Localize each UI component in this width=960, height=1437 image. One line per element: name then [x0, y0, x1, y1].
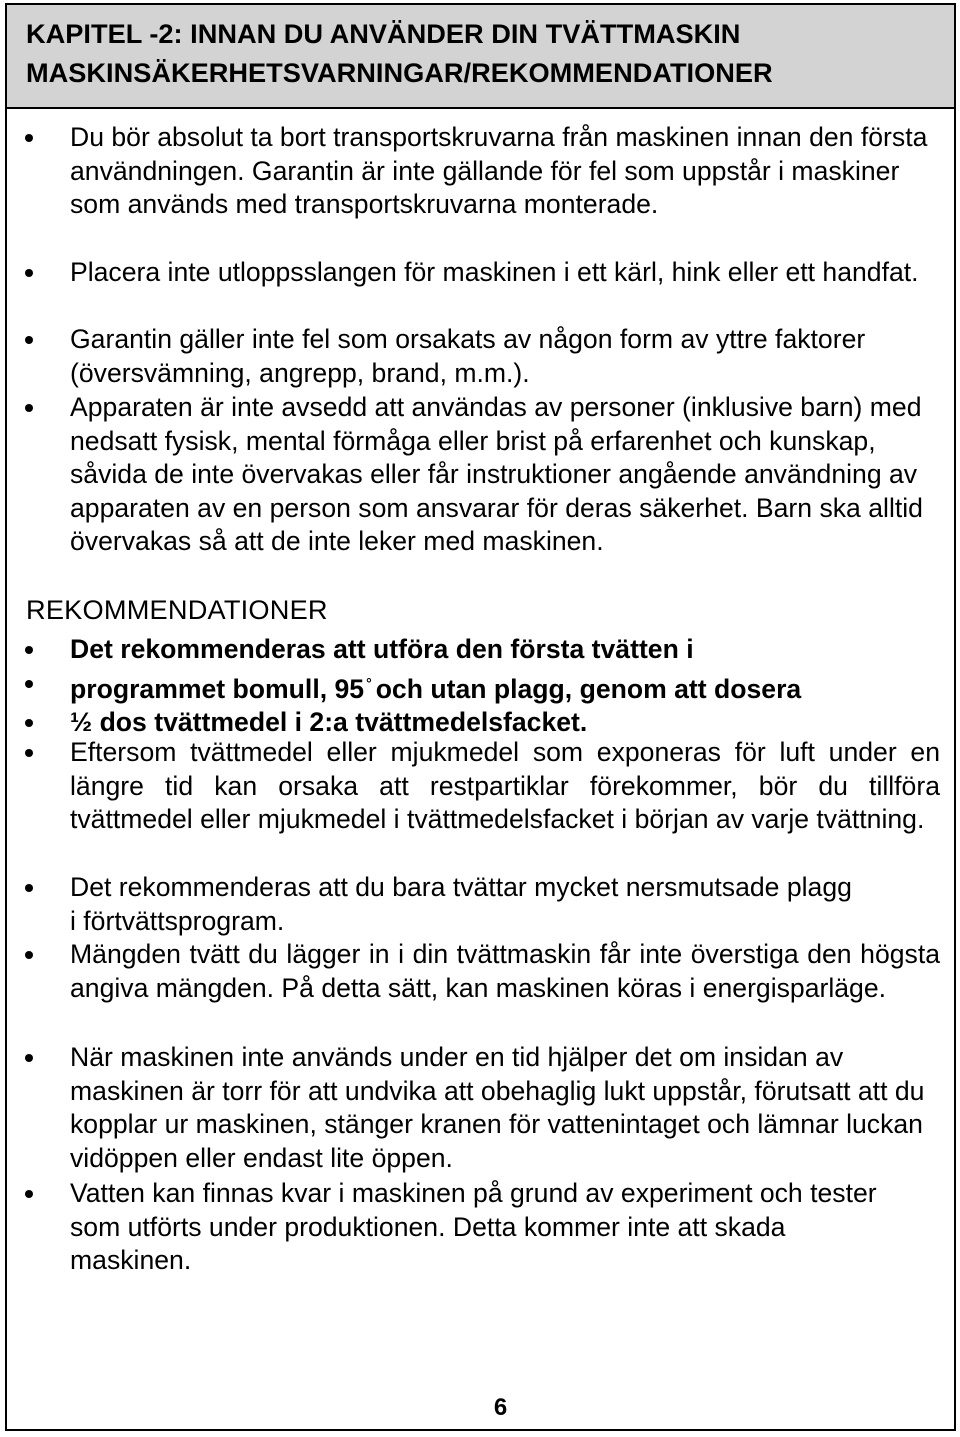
- recommendation-text: Mängden tvätt du lägger in i din tvättmaskin får inte överstiga den högsta angiva mängden. På detta sätt, kan maskinen köras i energisparläge.: [70, 939, 940, 1003]
- bold-text: programmet bomull, 95: [70, 673, 365, 704]
- list-item: [7, 871, 954, 938]
- list-item: [7, 667, 954, 707]
- recommendation-text: Eftersom tvättmedel eller mjukmedel som exponeras för luft under en längre tid kan orsaka att restpartiklar förekommer, bör du tillföra tvättmedel eller mjukmedel i tvättmedelsfacket i början av varje tvättning.: [70, 737, 940, 835]
- bold-text: Det rekommenderas att utföra den första tvätten i: [70, 634, 694, 664]
- list-item: [7, 1177, 954, 1278]
- bullet-icon: [25, 884, 33, 892]
- bullet-icon: [25, 646, 33, 654]
- list-item: [7, 121, 954, 256]
- bold-text: ½ dos tvättmedel i 2:a tvättmedelsfacket.: [70, 707, 588, 738]
- bullet-icon: [25, 719, 33, 727]
- list-item: [7, 323, 954, 391]
- bold-text: och utan plagg, genom att dosera: [375, 673, 802, 704]
- recommendation-text: När maskinen inte används under en tid hjälper det om insidan av maskinen är torr för att undvika att obehaglig lukt uppstår, förutsatt att du kopplar ur maskinen, stänger kranen för vattenintaget och lämnar luckan vidöppen eller endast lite öppen.: [70, 1042, 925, 1173]
- manual-page: [5, 3, 956, 1431]
- bullet-icon: [25, 134, 33, 142]
- recommendation-text: Det rekommenderas att du bara tvättar mycket nersmutsade plagg i förtvättsprogram.: [70, 872, 852, 936]
- list-item: [7, 736, 954, 871]
- warning-text: Garantin gäller inte fel som orsakats av någon form av yttre faktorer (översvämning, angrepp, brand, m.m.).: [70, 324, 866, 388]
- bullet-icon: [25, 951, 33, 959]
- bullet-icon: [25, 336, 33, 344]
- recommendations-list: [7, 736, 954, 1278]
- recommendation-text: Vatten kan finnas kvar i maskinen på grund av experiment och tester som utförts under produktionen. Detta kommer inte att skada maskinen.: [70, 1178, 877, 1276]
- list-item: [7, 1041, 954, 1177]
- bullet-icon: [25, 269, 33, 277]
- bold-recommendation-list: [7, 633, 954, 740]
- warning-text: Apparaten är inte avsedd att användas av personer (inklusive barn) med nedsatt fysisk, mental förmåga eller brist på erfarenhet och kunskap, såvida de inte övervakas eller får instruktioner angående användning av apparaten av en person som ansvarar för deras säkerhet. Barn ska alltid övervakas så att de inte leker med maskinen.: [70, 392, 923, 557]
- bullet-icon: [25, 680, 33, 688]
- bullet-icon: [25, 749, 33, 757]
- section-heading: REKOMMENDATIONER: [26, 594, 328, 625]
- bullet-icon: [25, 1054, 33, 1062]
- warning-text: Placera inte utloppsslangen för maskinen i ett kärl, hink eller ett handfat.: [70, 257, 919, 287]
- list-item: [7, 938, 954, 1041]
- warning-text: Du bör absolut ta bort transportskruvarna från maskinen innan den första användningen. Garantin är inte gällande för fel som uppstår i maskiner som används med transportskruvarna monterade.: [70, 122, 928, 220]
- degree-symbol: °: [366, 674, 372, 691]
- list-item: [7, 391, 954, 559]
- list-item: [7, 256, 954, 323]
- chapter-header: [7, 5, 954, 109]
- bullet-icon: [25, 1190, 33, 1198]
- page-number: 6: [493, 1394, 508, 1421]
- list-item: [7, 633, 954, 667]
- warnings-list: [7, 121, 954, 559]
- bullet-icon: [25, 404, 33, 412]
- chapter-subtitle: MASKINSÄKERHETSVARNINGAR/REKOMMENDATIONER: [26, 57, 773, 88]
- chapter-title: KAPITEL -2: INNAN DU ANVÄNDER DIN TVÄTTMASKIN: [26, 18, 741, 49]
